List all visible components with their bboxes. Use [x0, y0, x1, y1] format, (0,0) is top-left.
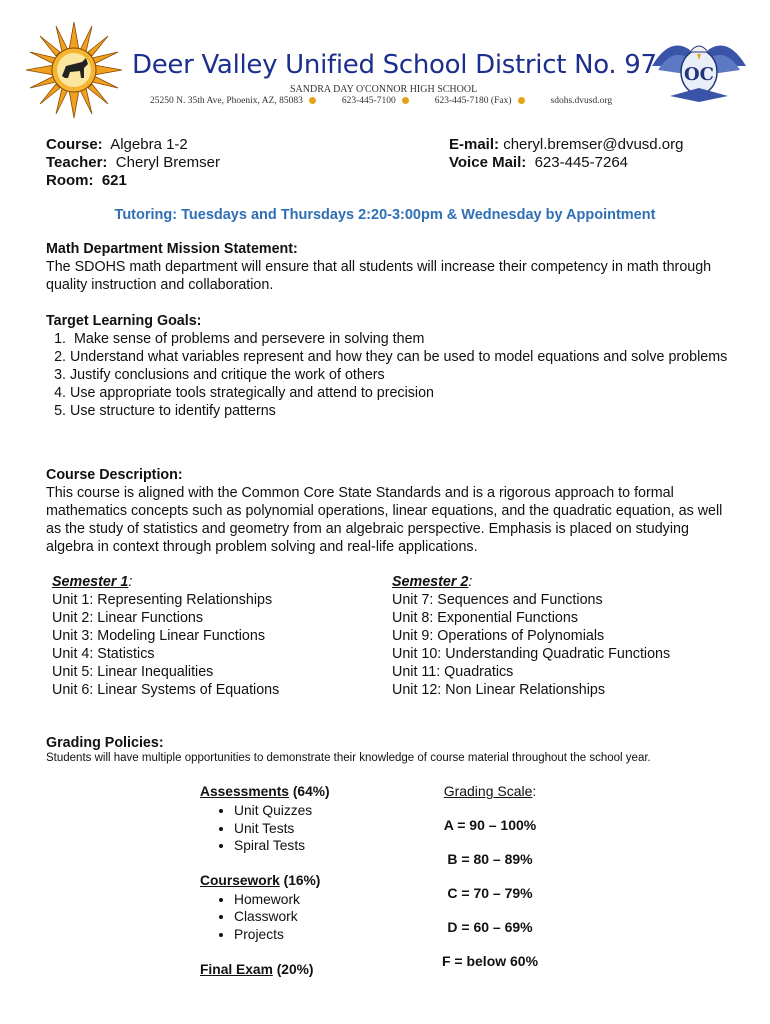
grade-a: A = 90 – 100%: [443, 817, 537, 833]
assessments-label: Assessments: [200, 784, 289, 799]
unit-item: Unit 6: Linear Systems of Equations: [52, 682, 280, 698]
semester-1-heading: Semester 1: [52, 574, 129, 590]
coursework-item: • Homework: [234, 891, 420, 909]
mission-heading: Math Department Mission Statement:: [46, 241, 298, 257]
goals-heading: Target Learning Goals:: [46, 313, 202, 329]
final-exam-pct: (20%): [276, 962, 314, 977]
fax: 623-445-7180 (Fax): [434, 96, 512, 106]
grading-text: Students will have multiple opportunities to demonstrate their knowledge of course material throughout the school year.: [46, 752, 651, 764]
grading-scale: Grading Scale: A = 90 – 100% B = 80 – 89% C = 70 – 79% D = 60 – 69% F = below 60%: [420, 783, 560, 969]
course-info: [46, 136, 220, 190]
sun-logo: [24, 20, 124, 120]
goal-item: 5. Use structure to identify patterns: [70, 402, 736, 420]
unit-item: Unit 2: Linear Functions: [52, 610, 203, 626]
address: 25250 N. 35th Ave, Phoenix, AZ, 85083: [150, 96, 303, 106]
grade-d: D = 60 – 69%: [447, 919, 533, 935]
description-section: [46, 466, 736, 556]
goal-item: 4. Use appropriate tools strategically and attend to precision: [70, 384, 736, 402]
mission-section: [46, 240, 736, 294]
description-text: This course is aligned with the Common Core State Standards and is a rigorous approach to formal mathematics concepts such as polynomial operations, linear equations, and the quadratic equation, as well as the study of statistics and geometry from an algebraic perspective. Emphasis is placed on studying algebra in context through problem solving and real-life applications.: [46, 485, 723, 555]
room-label: Room:: [46, 172, 94, 189]
school-name: SANDRA DAY O'CONNOR HIGH SCHOOL: [290, 84, 478, 95]
grading-heading: Grading Policies:: [46, 735, 164, 751]
grade-b: B = 80 – 89%: [447, 851, 533, 867]
phone: 623-445-7100: [341, 96, 396, 106]
assessment-item: • Spiral Tests: [234, 837, 420, 855]
bullet-dot-icon: [309, 97, 316, 104]
semester-2-list: Semester 2: Unit 7: Sequences and Functions Unit 8: Exponential Functions Unit 9: Operations of Polynomials Unit 10: Understanding Quadratic Functions Unit 11: Quadratics Unit 12: Non Linear Relationships: [392, 573, 732, 699]
unit-item: Unit 3: Modeling Linear Functions: [52, 628, 265, 644]
eagle-mascot-logo: [650, 36, 748, 106]
course-label: Course:: [46, 136, 103, 153]
website: sdohs.dvusd.org: [550, 96, 613, 106]
bullet-dot-icon: [518, 97, 525, 104]
unit-item: Unit 8: Exponential Functions: [392, 610, 578, 626]
course-value: Algebra 1-2: [110, 136, 188, 153]
goal-item: 2. Understand what variables represent and how they can be used to model equations and solve problems: [70, 348, 736, 366]
grading-section: [46, 734, 736, 752]
coursework-pct: (16%): [283, 872, 321, 888]
final-exam-label: Final Exam: [200, 962, 273, 977]
svg-text:OC: OC: [683, 64, 715, 85]
unit-item: Unit 1: Representing Relationships: [52, 592, 273, 608]
grading-scale-heading: Grading Scale: [443, 783, 533, 799]
district-title: Deer Valley Unified School District No. 97: [132, 50, 657, 80]
grade-c: C = 70 – 79%: [447, 885, 533, 901]
goals-section: [46, 312, 736, 420]
unit-item: Unit 9: Operations of Polynomials: [392, 628, 605, 644]
semester-2-heading: Semester 2: [392, 574, 469, 590]
assessments-pct: (64%): [292, 784, 330, 799]
email-value[interactable]: cheryl.bremser@dvusd.org: [503, 136, 684, 153]
goal-item: 3. Justify conclusions and critique the work of others: [70, 366, 736, 384]
mission-text: The SDOHS math department will ensure that all students will increase their competency in math through quality instruction and collaboration.: [46, 259, 712, 293]
assessment-item: • Unit Tests: [234, 820, 420, 838]
coursework-item: • Projects: [234, 926, 420, 944]
room-value: 621: [101, 172, 127, 189]
unit-item: Unit 11: Quadratics: [392, 664, 514, 680]
unit-item: Unit 4: Statistics: [52, 646, 155, 662]
goal-item: 1. Make sense of problems and persevere in solving them: [70, 330, 736, 348]
assessment-item: • Unit Quizzes: [234, 802, 420, 820]
unit-item: Unit 12: Non Linear Relationships: [392, 682, 605, 698]
contact-row: [150, 96, 612, 106]
semester-1-list: Semester 1: Unit 1: Representing Relationships Unit 2: Linear Functions Unit 3: Modeling Linear Functions Unit 4: Statistics Unit 5: Linear Inequalities Unit 6: Linear Systems of Equations: [52, 573, 372, 699]
description-heading: Course Description:: [46, 467, 183, 483]
email-label: E-mail:: [449, 136, 500, 153]
unit-item: Unit 10: Understanding Quadratic Functions: [392, 646, 671, 662]
contact-info: [449, 136, 683, 172]
bullet-dot-icon: [402, 97, 409, 104]
teacher-value: Cheryl Bremser: [115, 154, 220, 171]
coursework-item: • Classwork: [234, 908, 420, 926]
unit-item: Unit 5: Linear Inequalities: [52, 664, 214, 680]
voice-mail-label: Voice Mail:: [449, 154, 527, 171]
unit-item: Unit 7: Sequences and Functions: [392, 592, 603, 608]
voice-mail-value: 623-445-7264: [534, 154, 629, 171]
tutoring-notice: Tutoring: Tuesdays and Thursdays 2:20-3:00pm & Wednesday by Appointment: [114, 207, 656, 223]
grade-weights: [200, 783, 420, 978]
grade-f: F = below 60%: [441, 953, 539, 969]
teacher-label: Teacher:: [46, 154, 108, 171]
coursework-label: Coursework: [200, 872, 280, 888]
